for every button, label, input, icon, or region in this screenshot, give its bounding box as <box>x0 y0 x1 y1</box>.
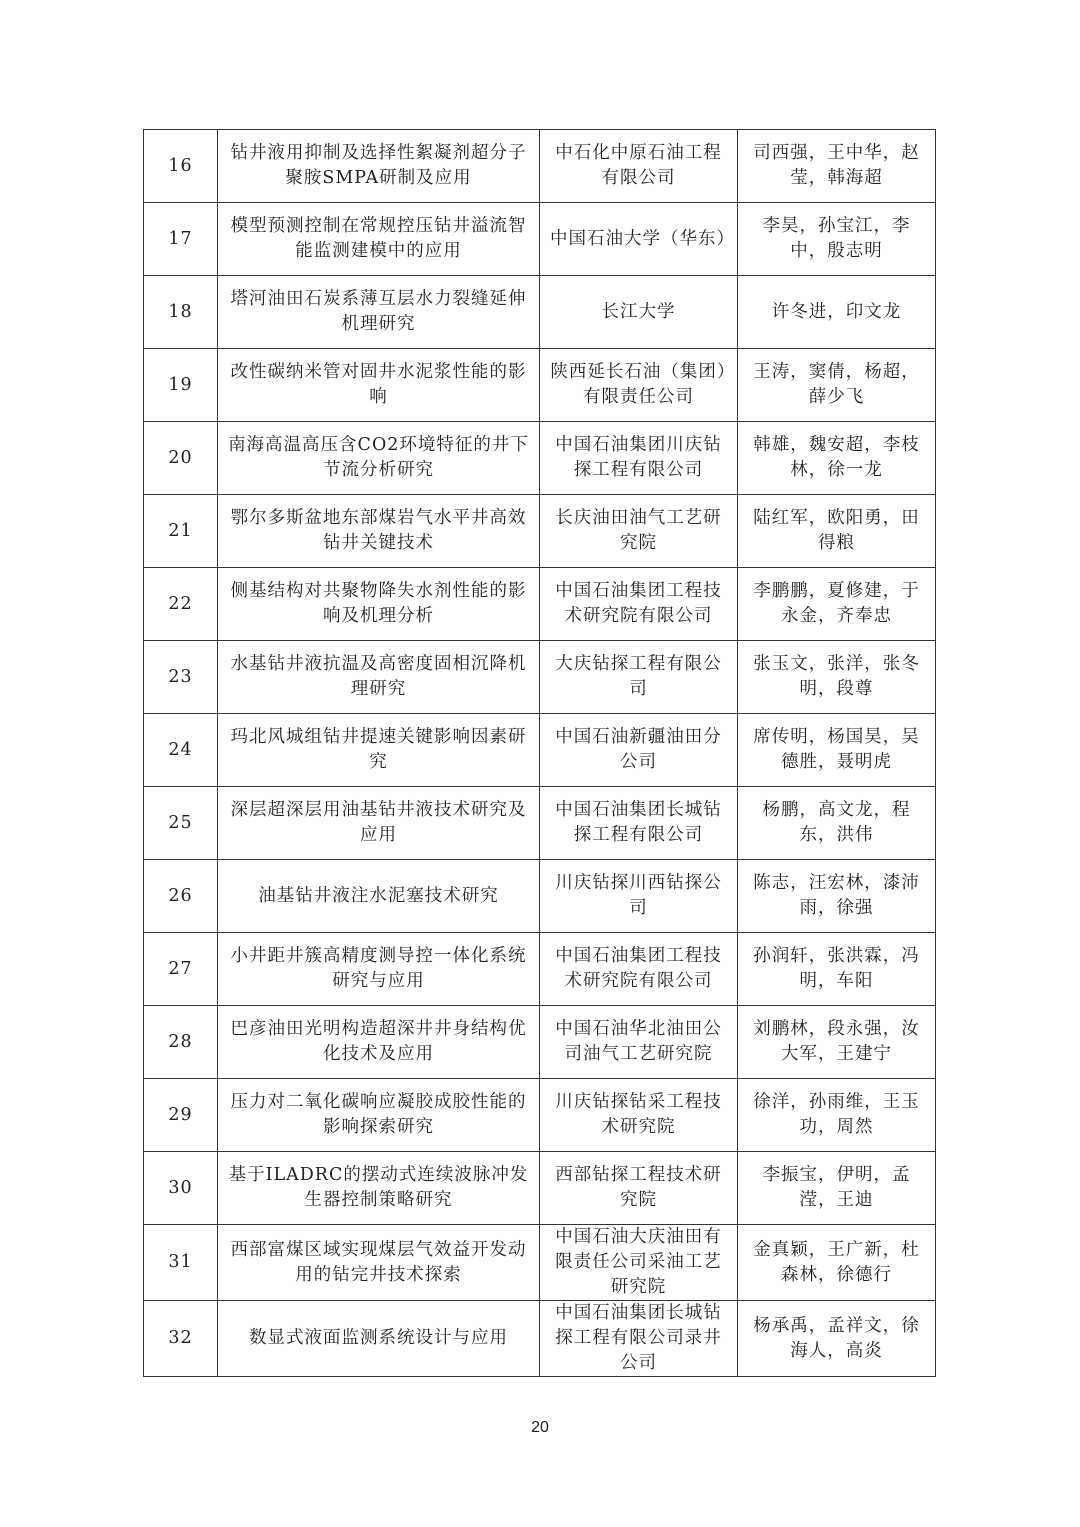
paper-title-cell: 钻井液用抑制及选择性絮凝剂超分子聚胺SMPA研制及应用 <box>218 130 540 203</box>
table-row <box>144 203 936 276</box>
paper-title-cell: 改性碳纳米管对固井水泥浆性能的影响 <box>218 349 540 422</box>
table-row <box>144 1006 936 1079</box>
authors-cell: 韩雄，魏安超，李枝林，徐一龙 <box>738 422 936 495</box>
award-table <box>143 129 936 1377</box>
organization-cell: 中国石油大学（华东） <box>540 203 738 276</box>
row-number-cell: 27 <box>144 933 218 1006</box>
row-number-cell: 31 <box>144 1225 218 1301</box>
paper-title-cell: 压力对二氧化碳响应凝胶成胶性能的影响探索研究 <box>218 1079 540 1152</box>
authors-cell: 司西强，王中华，赵莹，韩海超 <box>738 130 936 203</box>
table-row <box>144 1079 936 1152</box>
table-row <box>144 860 936 933</box>
authors-cell: 徐洋，孙雨维，王玉功，周然 <box>738 1079 936 1152</box>
paper-title-cell: 塔河油田石炭系薄互层水力裂缝延伸机理研究 <box>218 276 540 349</box>
authors-cell: 刘鹏林，段永强，汝大军，王建宁 <box>738 1006 936 1079</box>
table-row <box>144 1152 936 1225</box>
organization-cell: 大庆钻探工程有限公司 <box>540 641 738 714</box>
table-row <box>144 787 936 860</box>
organization-cell: 中国石油集团工程技术研究院有限公司 <box>540 933 738 1006</box>
row-number-cell: 32 <box>144 1301 218 1377</box>
paper-title-cell: 油基钻井液注水泥塞技术研究 <box>218 860 540 933</box>
authors-cell: 王涛，窦倩，杨超，薛少飞 <box>738 349 936 422</box>
paper-title-cell: 南海高温高压含CO2环境特征的井下节流分析研究 <box>218 422 540 495</box>
organization-cell: 中国石油集团工程技术研究院有限公司 <box>540 568 738 641</box>
organization-cell: 中国石油华北油田公司油气工艺研究院 <box>540 1006 738 1079</box>
organization-cell: 长庆油田油气工艺研究院 <box>540 495 738 568</box>
row-number-cell: 20 <box>144 422 218 495</box>
authors-cell: 许冬进，印文龙 <box>738 276 936 349</box>
row-number-cell: 18 <box>144 276 218 349</box>
paper-title-cell: 西部富煤区域实现煤层气效益开发动用的钻完井技术探索 <box>218 1225 540 1301</box>
award-table-body <box>144 130 936 1377</box>
organization-cell: 中石化中原石油工程有限公司 <box>540 130 738 203</box>
page-number: 20 <box>531 1419 549 1436</box>
authors-cell: 孙润轩，张洪霖，冯明，车阳 <box>738 933 936 1006</box>
table-row <box>144 568 936 641</box>
organization-cell: 中国石油集团川庆钻探工程有限公司 <box>540 422 738 495</box>
table-row <box>144 714 936 787</box>
authors-cell: 金真颖，王广新，杜森林，徐德行 <box>738 1225 936 1301</box>
authors-cell: 杨鹏，高文龙，程东，洪伟 <box>738 787 936 860</box>
table-row <box>144 130 936 203</box>
paper-title-cell: 巴彦油田光明构造超深井井身结构优化技术及应用 <box>218 1006 540 1079</box>
row-number-cell: 21 <box>144 495 218 568</box>
table-row <box>144 933 936 1006</box>
organization-cell: 长江大学 <box>540 276 738 349</box>
authors-cell: 陆红军，欧阳勇，田得粮 <box>738 495 936 568</box>
paper-title-cell: 水基钻井液抗温及高密度固相沉降机理研究 <box>218 641 540 714</box>
table-row <box>144 1225 936 1301</box>
table-row <box>144 276 936 349</box>
row-number-cell: 17 <box>144 203 218 276</box>
authors-cell: 李振宝，伊明，孟滢，王迪 <box>738 1152 936 1225</box>
row-number-cell: 23 <box>144 641 218 714</box>
authors-cell: 张玉文，张洋，张冬明，段尊 <box>738 641 936 714</box>
row-number-cell: 22 <box>144 568 218 641</box>
table-row <box>144 349 936 422</box>
row-number-cell: 25 <box>144 787 218 860</box>
paper-title-cell: 模型预测控制在常规控压钻井溢流智能监测建模中的应用 <box>218 203 540 276</box>
row-number-cell: 24 <box>144 714 218 787</box>
authors-cell: 杨承禹，孟祥文，徐海人，高炎 <box>738 1301 936 1377</box>
paper-title-cell: 深层超深层用油基钻井液技术研究及应用 <box>218 787 540 860</box>
row-number-cell: 28 <box>144 1006 218 1079</box>
organization-cell: 中国石油大庆油田有限责任公司采油工艺研究院 <box>540 1225 738 1301</box>
paper-title-cell: 玛北风城组钻井提速关键影响因素研究 <box>218 714 540 787</box>
paper-title-cell: 基于ILADRC的摆动式连续波脉冲发生器控制策略研究 <box>218 1152 540 1225</box>
authors-cell: 李昊，孙宝江，李中，殷志明 <box>738 203 936 276</box>
authors-cell: 席传明，杨国昊，吴德胜，聂明虎 <box>738 714 936 787</box>
table-row <box>144 1301 936 1377</box>
paper-title-cell: 小井距井簇高精度测导控一体化系统研究与应用 <box>218 933 540 1006</box>
paper-title-cell: 侧基结构对共聚物降失水剂性能的影响及机理分析 <box>218 568 540 641</box>
row-number-cell: 30 <box>144 1152 218 1225</box>
authors-cell: 陈志，汪宏林，漆沛雨，徐强 <box>738 860 936 933</box>
table-row <box>144 495 936 568</box>
row-number-cell: 19 <box>144 349 218 422</box>
table-row <box>144 422 936 495</box>
organization-cell: 川庆钻探川西钻探公司 <box>540 860 738 933</box>
organization-cell: 中国石油集团长城钻探工程有限公司 <box>540 787 738 860</box>
row-number-cell: 26 <box>144 860 218 933</box>
organization-cell: 陕西延长石油（集团）有限责任公司 <box>540 349 738 422</box>
authors-cell: 李鹏鹏，夏修建，于永金，齐奉忠 <box>738 568 936 641</box>
paper-title-cell: 数显式液面监测系统设计与应用 <box>218 1301 540 1377</box>
table-row <box>144 641 936 714</box>
row-number-cell: 29 <box>144 1079 218 1152</box>
organization-cell: 西部钻探工程技术研究院 <box>540 1152 738 1225</box>
paper-title-cell: 鄂尔多斯盆地东部煤岩气水平井高效钻井关键技术 <box>218 495 540 568</box>
organization-cell: 中国石油新疆油田分公司 <box>540 714 738 787</box>
row-number-cell: 16 <box>144 130 218 203</box>
organization-cell: 川庆钻探钻采工程技术研究院 <box>540 1079 738 1152</box>
organization-cell: 中国石油集团长城钻探工程有限公司录井公司 <box>540 1301 738 1377</box>
